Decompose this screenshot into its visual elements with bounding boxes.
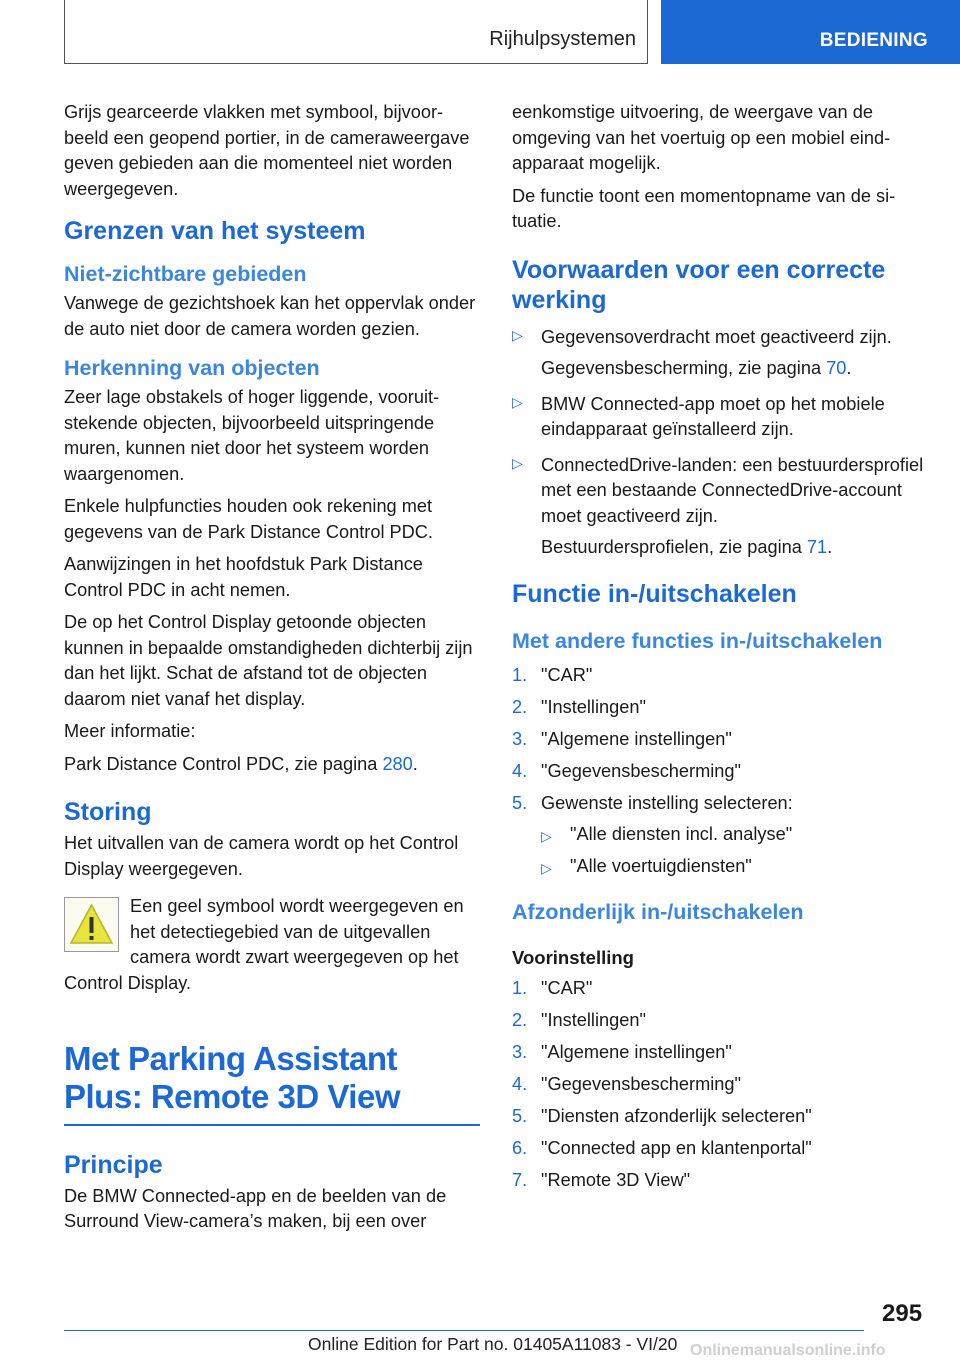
- triangle-bullet-icon: ▷: [512, 454, 523, 471]
- step-text: "Remote 3D View": [541, 1169, 691, 1190]
- chapter-title-rule: [64, 1124, 480, 1126]
- steps-list-2: [512, 976, 928, 1194]
- warning-icon: [64, 897, 119, 952]
- condition-3-ref-text: Bestuurdersprofielen, zie pagina: [541, 537, 807, 557]
- footer-edition: Online Edition for Part no. 01405A11083 - VI/20: [308, 1334, 678, 1354]
- paragraph-more-info: Meer informatie:: [64, 721, 196, 741]
- step-number: 2.: [512, 696, 528, 717]
- page-number: 295: [882, 1300, 923, 1327]
- list-item: [512, 976, 928, 1002]
- heading-system-limits: Grenzen van het systeem: [64, 217, 366, 245]
- paragraph-invisible-areas: Vanwege de gezichtshoek kan het oppervlak onder de auto niet door de camera worden gezien.: [64, 293, 476, 339]
- list-item: [541, 822, 928, 848]
- paragraph-detection-1: Zeer lage obstakels of hoger liggende, vooruitstekende objecten, bijvoorbeeld uitspringende muren, kunnen niet door het systeem worden waargenomen.: [64, 387, 440, 484]
- condition-2: BMW Connected-app moet op het mobiele eindapparaat geïnstalleerd zijn.: [541, 393, 885, 439]
- list-item: [512, 727, 928, 753]
- pdc-page-link[interactable]: 280: [382, 753, 413, 774]
- step-text: "Gegevensbescherming": [541, 1073, 741, 1094]
- list-item: [512, 1136, 928, 1162]
- step-number: 5.: [512, 1105, 528, 1126]
- condition-3-ref-end: .: [827, 537, 833, 557]
- pdc-reference-end: .: [412, 753, 418, 774]
- step-text: "Algemene instellingen": [541, 1041, 732, 1062]
- step-text: "Connected app en klantenportal": [541, 1137, 812, 1158]
- step-text: "CAR": [541, 664, 593, 685]
- list-item: [512, 695, 928, 721]
- list-item: [512, 1008, 928, 1034]
- list-item: [512, 392, 928, 443]
- step-text: "CAR": [541, 977, 593, 998]
- list-item: [512, 325, 928, 382]
- heading-with-other-functions: Met andere functies in-/uitschakelen: [512, 628, 883, 653]
- paragraph-snapshot: De functie toont een momentopname van de situatie.: [512, 185, 896, 231]
- list-item: [512, 791, 928, 880]
- option-all-services: "Alle diensten incl. analyse": [570, 824, 793, 844]
- paragraph-principle: De BMW Connected-app en de beelden van de Surround View-camera’s maken, bij een over: [64, 1185, 447, 1231]
- condition-1: Gegevensoverdracht moet geactiveerd zijn.: [541, 326, 892, 347]
- heading-object-detection: Herkenning van objecten: [64, 356, 320, 380]
- right-column: [512, 100, 928, 1200]
- triangle-bullet-icon: ▷: [541, 860, 552, 876]
- step-number: 3.: [512, 1041, 528, 1062]
- step-number: 6.: [512, 1137, 528, 1158]
- conditions-list: [512, 325, 928, 561]
- section-title: Rijhulpsystemen: [489, 28, 636, 50]
- list-item: [541, 854, 928, 880]
- list-item: [512, 663, 928, 689]
- paragraph-detection-4: De op het Control Display getoonde objecten kunnen in bepaalde omstandigheden dichterbij zijn dan het lijkt. Schat de afstand tot de objecten daarom niet vanaf het display.: [64, 612, 473, 709]
- step-number: 4.: [512, 1073, 528, 1094]
- step-text: Gewenste instelling selecteren:: [541, 792, 793, 813]
- list-item: [512, 453, 928, 561]
- heading-fault: Storing: [64, 798, 152, 826]
- step-text: "Gegevensbescherming": [541, 760, 741, 781]
- heading-invisible-areas: Niet-zichtbare gebieden: [64, 262, 307, 286]
- list-item: [512, 1104, 928, 1130]
- step-text: "Instellingen": [541, 1009, 646, 1030]
- footer-rule: [64, 1330, 864, 1331]
- watermark-text: Onlinemanualsonline.info: [690, 1342, 886, 1359]
- list-item: [512, 1040, 928, 1066]
- warning-text: Een geel symbool wordt weergegeven en het detectiegebied van de uitgevallen camera wordt zwart weergegeven op het: [130, 896, 464, 967]
- step-number: 1.: [512, 977, 528, 998]
- condition-1-page-link[interactable]: 70: [826, 358, 847, 378]
- chapter-tab-label: BEDIENING: [819, 30, 928, 51]
- paragraph-continued: eenkomstige uitvoering, de weergave van de omgeving van het voertuig op een mobiel eindapparaat mogelijk.: [512, 102, 891, 173]
- condition-3: ConnectedDrive-landen: een bestuurdersprofiel met een bestaande ConnectedDrive-account moet geactiveerd zijn.: [541, 454, 924, 526]
- steps-list-1: [512, 663, 928, 880]
- condition-1-ref-end: .: [846, 358, 852, 378]
- chapter-tab[interactable]: [661, 0, 960, 64]
- heading-separate-toggle: Afzonderlijk in-/uitschakelen: [512, 899, 804, 924]
- heading-principle: Principe: [64, 1150, 163, 1179]
- paragraph-detection-3: Aanwijzingen in het hoofdstuk Park Distance Control PDC in acht nemen.: [64, 554, 423, 600]
- list-item: [512, 1168, 928, 1194]
- list-item: [512, 1072, 928, 1098]
- heading-toggle-function: Functie in-/uitschakelen: [512, 579, 797, 608]
- step-text: "Algemene instellingen": [541, 728, 732, 749]
- condition-3-reference: [541, 535, 928, 561]
- condition-1-ref-text: Gegevensbescherming, zie pagina: [541, 358, 827, 378]
- chapter-title: Met Parking Assistant Plus: Remote 3D View: [64, 1040, 401, 1115]
- step-text: "Instellingen": [541, 696, 646, 717]
- pdc-reference-text: Park Distance Control PDC, zie pagina: [64, 753, 383, 774]
- paragraph-fault: Het uitvallen van de camera wordt op het Control Display weergegeven.: [64, 833, 459, 879]
- pdc-reference: [64, 752, 480, 778]
- warning-notice: [64, 894, 480, 971]
- option-vehicle-services: "Alle voertuigdiensten": [570, 856, 752, 876]
- triangle-bullet-icon: ▷: [512, 326, 523, 343]
- heading-preset: Voorinstelling: [512, 946, 634, 968]
- triangle-bullet-icon: ▷: [512, 393, 523, 410]
- step-number: 3.: [512, 728, 528, 749]
- list-item: [512, 759, 928, 785]
- triangle-bullet-icon: ▷: [541, 828, 552, 844]
- step-number: 1.: [512, 664, 528, 685]
- heading-conditions: Voorwaarden voor een correcte werking: [512, 255, 886, 314]
- paragraph-detection-2: Enkele hulpfuncties houden ook rekening met gegevens van de Park Distance Control PDC.: [64, 496, 433, 542]
- step-number: 4.: [512, 760, 528, 781]
- condition-1-reference: [541, 356, 928, 382]
- step-number: 5.: [512, 792, 528, 813]
- step-text: "Diensten afzonderlijk selecteren": [541, 1105, 812, 1126]
- warning-text-tail: Control Display.: [64, 972, 192, 993]
- step-number: 2.: [512, 1009, 528, 1030]
- condition-3-page-link[interactable]: 71: [806, 537, 828, 557]
- left-column: [64, 100, 480, 1242]
- step-number: 7.: [512, 1169, 528, 1190]
- intro-paragraph: Grijs gearceerde vlakken met symbool, bijvoorbeeld een geopend portier, in de cameraweergave geven gebieden aan die momenteel niet worden weergegeven.: [64, 102, 470, 199]
- sub-options-list: [541, 822, 928, 880]
